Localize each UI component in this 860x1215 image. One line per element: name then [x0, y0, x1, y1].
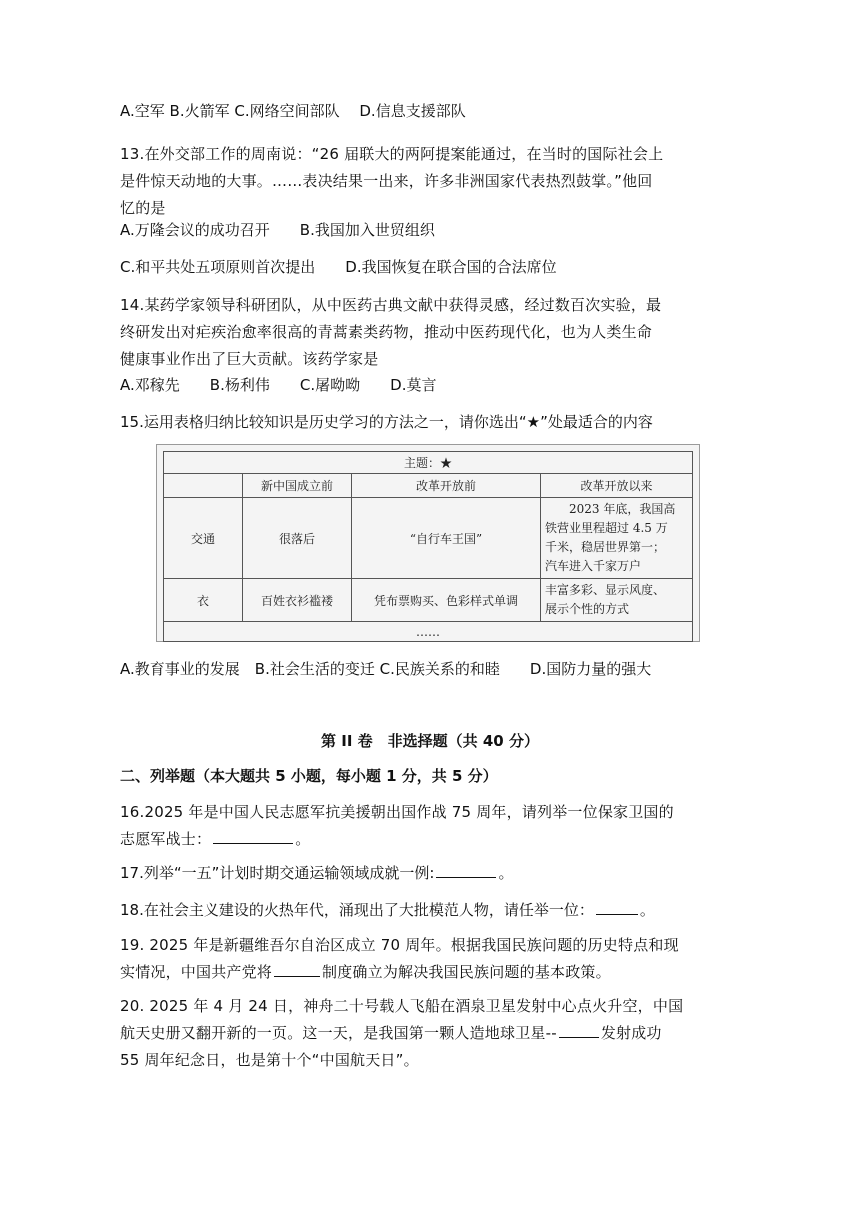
q13-stem-line3: 忆的是	[120, 199, 166, 217]
q18	[120, 898, 655, 922]
cell-line: 铁营业里程超过 4.5 万	[545, 521, 668, 535]
q14-stem-line2: 终研发出对疟疾治愈率很高的青蒿素类药物，推动中医药现代化，也为人类生命	[120, 323, 653, 341]
q13-options-row1	[120, 218, 435, 242]
q18-prompt: 18.在社会主义建设的火热年代，涌现出了大批模范人物，请任举一位：	[120, 901, 594, 919]
q15-options	[120, 657, 651, 681]
table-header-before-reform: 改革开放前	[352, 474, 541, 498]
q16-end: 。	[295, 830, 311, 848]
q13-stem-line1: 13.在外交部工作的周南说：“26 届联大的两阿提案能通过，在当时的国际社会上	[120, 145, 664, 163]
q14-option-b: B.杨利伟	[209, 376, 270, 394]
table-title: 主题：★	[164, 452, 693, 474]
comparison-table-image	[156, 444, 700, 642]
answer-blank[interactable]	[559, 1021, 599, 1038]
q15-option-c: C.民族关系的和睦	[379, 660, 500, 678]
q17-end: 。	[498, 864, 514, 882]
q18-end: 。	[639, 901, 655, 919]
table-row-transport-label: 交通	[164, 498, 243, 579]
cell-line: 丰富多彩、显示风度、	[545, 583, 666, 597]
table-header-before-prc: 新中国成立前	[243, 474, 352, 498]
answer-blank[interactable]	[274, 960, 320, 977]
q19-line1: 19. 2025 年是新疆维吾尔自治区成立 70 周年。根据我国民族问题的历史特点和现	[120, 936, 679, 954]
q16	[120, 799, 740, 853]
q13-option-c: C.和平共处五项原则首次提出	[120, 258, 316, 276]
answer-blank[interactable]	[436, 861, 496, 878]
q13-option-a: A.万隆会议的成功召开	[120, 221, 270, 239]
q13-option-d: D.我国恢复在联合国的合法席位	[345, 258, 557, 276]
q12-options: A.空军 B.火箭军 C.网络空间部队 D.信息支援部队	[120, 102, 466, 120]
q20-line1: 20. 2025 年 4 月 24 日，神舟二十号载人飞船在酒泉卫星发射中心点火升空，中国	[120, 997, 684, 1015]
q17	[120, 861, 513, 885]
comparison-table	[163, 451, 693, 642]
answer-blank[interactable]	[213, 827, 293, 844]
q16-line2	[120, 826, 740, 853]
part2-title: 第 II 卷 非选择题（共 40 分）	[321, 732, 539, 750]
q19-line2	[120, 959, 740, 986]
q19-prompt-b: 制度确立为解决我国民族问题的基本政策。	[322, 963, 611, 981]
q20-line2	[120, 1020, 740, 1047]
q13-stem	[120, 141, 740, 222]
q13-stem-line2: 是件惊天动地的大事。……表决结果一出来，许多非洲国家代表热烈鼓掌。”他回	[120, 172, 653, 190]
answer-blank[interactable]	[596, 898, 638, 915]
q15-option-d: D.国防力量的强大	[529, 660, 652, 678]
q20-prompt-a: 航天史册又翻开新的一页。这一天，是我国第一颗人造地球卫星--	[120, 1024, 557, 1042]
q14-stem	[120, 292, 740, 373]
q20	[120, 993, 740, 1074]
q16-prompt: 志愿军战士：	[120, 830, 212, 848]
q15-stem: 15.运用表格归纳比较知识是历史学习的方法之一，请你选出“★”处最适合的内容	[120, 413, 653, 431]
section-title: 二、列举题（本大题共 5 小题，每小题 1 分，共 5 分）	[120, 767, 498, 785]
table-ellipsis-row: ……	[164, 622, 693, 642]
q14-stem-line1: 14.某药学家领导科研团队，从中医药古典文献中获得灵感，经过数百次实验，最	[120, 296, 662, 314]
table-row-clothing-before-prc: 百姓衣衫褴褛	[243, 579, 352, 622]
q13-option-b: B.我国加入世贸组织	[299, 221, 435, 239]
table-header-since-reform: 改革开放以来	[541, 474, 693, 498]
table-header-blank	[164, 474, 243, 498]
q16-line1: 16.2025 年是中国人民志愿军抗美援朝出国作战 75 周年，请列举一位保家卫国的	[120, 803, 674, 821]
q19	[120, 932, 740, 986]
q15-option-b: B.社会生活的变迁	[254, 660, 375, 678]
cell-line: 展示个性的方式	[545, 602, 630, 616]
q17-prompt: 17.列举“一五”计划时期交通运输领域成就一例:	[120, 864, 435, 882]
table-row-clothing-since-reform	[541, 579, 693, 622]
q19-prompt-a: 实情况，中国共产党将	[120, 963, 273, 981]
table-row-transport-before-reform: “自行车王国”	[352, 498, 541, 579]
q14-option-a: A.邓稼先	[120, 376, 180, 394]
table-row-clothing-before-reform: 凭布票购买、色彩样式单调	[352, 579, 541, 622]
q14-option-d: D.莫言	[390, 376, 437, 394]
cell-line: 2023 年底，我国高	[545, 502, 676, 516]
table-row-clothing-label: 衣	[164, 579, 243, 622]
q14-options	[120, 373, 436, 397]
q14-option-c: C.屠呦呦	[299, 376, 361, 394]
q20-prompt-b: 发射成功	[600, 1024, 662, 1042]
cell-line: 汽车进入千家万户	[545, 559, 642, 573]
q13-options-row2	[120, 255, 557, 279]
q14-stem-line3: 健康事业作出了巨大贡献。该药学家是	[120, 350, 379, 368]
q15-option-a: A.教育事业的发展	[120, 660, 240, 678]
table-row-transport-before-prc: 很落后	[243, 498, 352, 579]
q20-line3: 55 周年纪念日，也是第十个“中国航天日”。	[120, 1051, 419, 1069]
cell-line: 千米，稳居世界第一；	[545, 540, 666, 554]
table-row-transport-since-reform	[541, 498, 693, 579]
